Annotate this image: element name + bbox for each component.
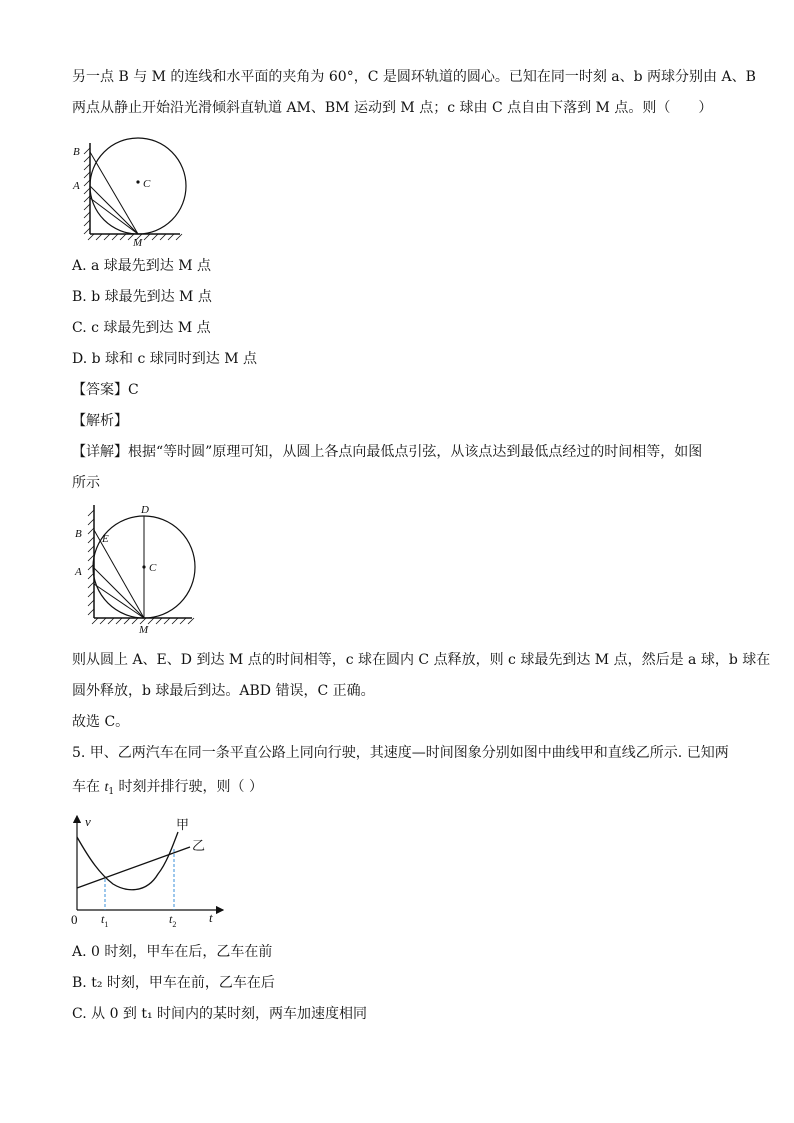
detail-line1: 根据“等时圆”原理可知，从圆上各点向最低点引弦，从该点达到最低点经过的时间相等，如图	[128, 444, 703, 460]
answer-tag: 【答案】	[72, 382, 128, 398]
detail-row	[72, 442, 702, 462]
graph-label-v: v	[85, 814, 91, 829]
fig2-label-c: C	[149, 562, 157, 574]
graph-label-t2: $t_2$	[169, 912, 177, 929]
analysis-tag: 【解析】	[72, 413, 128, 429]
final-answer: 故选 C。	[72, 714, 130, 730]
fig1-label-c: C	[143, 178, 151, 190]
q4-option-b: B. b 球最先到达 M 点	[72, 289, 212, 305]
q4-figure-circle-track	[70, 138, 200, 248]
q5-stem-line2: 车在 $t_1$ 时刻并排行驶，则（ ）	[72, 779, 263, 797]
graph-label-jia: 甲	[176, 818, 190, 833]
answer-row	[72, 380, 139, 400]
q5-option-a: A. 0 时刻，甲车在后，乙车在前	[72, 944, 273, 960]
q5-option-b: B. t₂ 时刻，甲车在前，乙车在后	[72, 975, 275, 991]
detail-line2: 所示	[72, 475, 100, 491]
fig2-label-a: A	[75, 566, 82, 578]
fig2-label-e: E	[102, 533, 109, 545]
q4-stem-line1: 另一点 B 与 M 的连线和水平面的夹角为 60°，C 是圆环轨道的圆心。已知在同一时刻 a、b 两球分别由 A、B	[72, 69, 756, 85]
detail-tag: 【详解】	[72, 444, 128, 460]
q4-option-a: A. a 球最先到达 M 点	[72, 258, 212, 274]
graph-origin: 0	[71, 912, 78, 927]
fig2-label-m: M	[139, 624, 149, 636]
fig1-label-a: A	[73, 180, 80, 192]
q5-vt-graph	[68, 812, 228, 937]
graph-label-t: t	[209, 910, 213, 925]
q4-option-d: D. b 球和 c 球同时到达 M 点	[72, 351, 258, 367]
q4-option-c: C. c 球最先到达 M 点	[72, 320, 211, 336]
fig2-label-d: D	[141, 504, 149, 516]
graph-label-yi: 乙	[192, 839, 206, 854]
fig2-label-b: B	[75, 528, 82, 540]
graph-label-t1: $t_1$	[101, 912, 109, 929]
q4-stem-line2: 两点从静止开始沿光滑倾斜直轨道 AM、BM 运动到 M 点；c 球由 C 点自由下落到 M 点。则（ ）	[72, 100, 713, 116]
fig1-label-b: B	[73, 146, 80, 158]
q5-stem-line1: 5. 甲、乙两汽车在同一条平直公路上同向行驶，其速度—时间图象分别如图中曲线甲和直线乙所示. 已知两	[72, 745, 729, 761]
conclusion-line1: 则从圆上 A、E、D 到达 M 点的时间相等，c 球在圆内 C 点释放，则 c 球最先到达 M 点，然后是 a 球，b 球在	[72, 652, 771, 668]
q4-figure-equal-time-circle	[72, 500, 207, 640]
fig1-label-m: M	[133, 237, 143, 249]
q5-option-c: C. 从 0 到 t₁ 时间内的某时刻，两车加速度相同	[72, 1006, 368, 1022]
conclusion-line2: 圆外释放，b 球最后到达。ABD 错误，C 正确。	[72, 683, 375, 699]
answer-value: C	[128, 382, 139, 398]
